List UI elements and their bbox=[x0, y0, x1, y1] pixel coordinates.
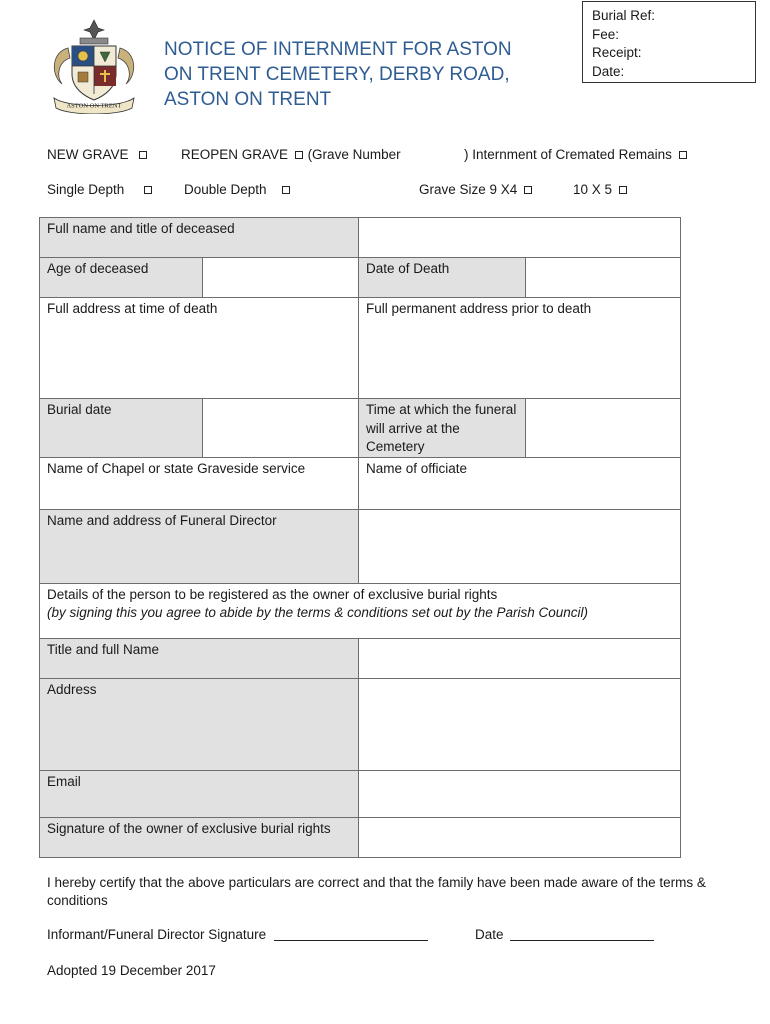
age-input[interactable] bbox=[203, 258, 359, 298]
title-line-3: ASTON ON TRENT bbox=[164, 89, 332, 110]
informant-signature-label: Informant/Funeral Director Signature bbox=[47, 927, 267, 942]
officiate-field[interactable]: Name of officiate bbox=[359, 457, 681, 509]
table-row bbox=[40, 817, 681, 857]
footer-date-row bbox=[475, 927, 654, 942]
table-row bbox=[40, 258, 681, 298]
cremated-label: ) Internment of Cremated Remains bbox=[464, 147, 672, 162]
title-line-2: ON TRENT CEMETERY, DERBY ROAD, bbox=[164, 64, 510, 85]
owner-details-note: (by signing this you agree to abide by the terms & conditions set out by the Parish Council) bbox=[47, 605, 589, 620]
parish-crest-logo bbox=[48, 18, 140, 114]
reopen-grave-label: REOPEN GRAVE bbox=[181, 147, 289, 162]
footer-date-line[interactable] bbox=[510, 927, 654, 941]
grave-size-alt-label: 10 X 5 bbox=[573, 182, 613, 197]
office-date-field[interactable]: Date: bbox=[592, 63, 625, 79]
table-row bbox=[40, 298, 681, 399]
burial-ref-field[interactable]: Burial Ref: bbox=[592, 8, 656, 23]
table-row bbox=[40, 638, 681, 678]
reopen-grave-group bbox=[181, 147, 401, 162]
full-name-label: Full name and title of deceased bbox=[40, 218, 359, 258]
single-depth-group bbox=[47, 182, 153, 197]
title-line-1: NOTICE OF INTERNMENT FOR ASTON bbox=[164, 39, 512, 60]
table-row bbox=[40, 399, 681, 458]
cremated-checkbox[interactable] bbox=[679, 151, 687, 159]
double-depth-checkbox[interactable] bbox=[282, 186, 290, 194]
crest-banner-text: ASTON ON TRENT bbox=[66, 102, 122, 110]
owner-details-text: Details of the person to be registered as the owner of exclusive burial rights bbox=[47, 586, 498, 602]
chapel-field[interactable]: Name of Chapel or state Graveside service bbox=[40, 457, 359, 509]
adopted-date-text: Adopted 19 December 2017 bbox=[47, 963, 216, 978]
single-depth-label: Single Depth bbox=[47, 182, 125, 197]
fee-field[interactable]: Fee: bbox=[592, 26, 620, 42]
page-title bbox=[164, 37, 564, 112]
table-row bbox=[40, 770, 681, 817]
address-input[interactable] bbox=[359, 678, 681, 770]
age-label: Age of deceased bbox=[40, 258, 203, 298]
arrival-time-label: Time at which the funeral will arrive at the Cemetery bbox=[359, 399, 526, 458]
date-of-death-input[interactable] bbox=[526, 258, 681, 298]
cremated-group bbox=[464, 147, 688, 162]
grave-size-9x4-checkbox[interactable] bbox=[524, 186, 532, 194]
grave-number-label: (Grave Number bbox=[307, 147, 401, 162]
single-depth-checkbox[interactable] bbox=[144, 186, 152, 194]
title-name-label: Title and full Name bbox=[40, 638, 359, 678]
title-name-input[interactable] bbox=[359, 638, 681, 678]
new-grave-label: NEW GRAVE bbox=[47, 147, 129, 162]
table-row bbox=[40, 509, 681, 583]
owner-signature-label: Signature of the owner of exclusive burial rights bbox=[40, 817, 359, 857]
new-grave-checkbox[interactable] bbox=[139, 151, 147, 159]
date-of-death-label: Date of Death bbox=[359, 258, 526, 298]
funeral-director-input[interactable] bbox=[359, 509, 681, 583]
certification-text: I hereby certify that the above particulars are correct and that the family have been made aware of the terms & conditions bbox=[47, 875, 706, 908]
arrival-time-input[interactable] bbox=[526, 399, 681, 458]
internment-form-table bbox=[39, 217, 681, 858]
table-row bbox=[40, 678, 681, 770]
address-at-death-field[interactable]: Full address at time of death bbox=[40, 298, 359, 399]
grave-type-row bbox=[47, 147, 148, 162]
funeral-director-label: Name and address of Funeral Director bbox=[40, 509, 359, 583]
grave-size-10x5-checkbox[interactable] bbox=[619, 186, 627, 194]
table-row bbox=[40, 583, 681, 638]
receipt-field[interactable]: Receipt: bbox=[592, 45, 642, 60]
table-row bbox=[40, 218, 681, 258]
double-depth-group bbox=[184, 182, 291, 197]
full-name-input[interactable] bbox=[359, 218, 681, 258]
table-row bbox=[40, 457, 681, 509]
grave-size-group bbox=[419, 182, 533, 197]
burial-date-label: Burial date bbox=[40, 399, 203, 458]
reopen-grave-checkbox[interactable] bbox=[295, 151, 303, 159]
grave-size-label: Grave Size 9 X4 bbox=[419, 182, 518, 197]
informant-signature-row bbox=[47, 927, 428, 942]
grave-size-alt-group bbox=[573, 182, 628, 197]
address-label: Address bbox=[40, 678, 359, 770]
office-use-box bbox=[582, 1, 756, 83]
owner-details-cell bbox=[40, 583, 681, 638]
email-label: Email bbox=[40, 770, 359, 817]
owner-signature-input[interactable] bbox=[359, 817, 681, 857]
email-input[interactable] bbox=[359, 770, 681, 817]
permanent-address-field[interactable]: Full permanent address prior to death bbox=[359, 298, 681, 399]
double-depth-label: Double Depth bbox=[184, 182, 267, 197]
informant-signature-line[interactable] bbox=[274, 927, 428, 941]
burial-date-input[interactable] bbox=[203, 399, 359, 458]
footer-date-label: Date bbox=[475, 927, 504, 942]
